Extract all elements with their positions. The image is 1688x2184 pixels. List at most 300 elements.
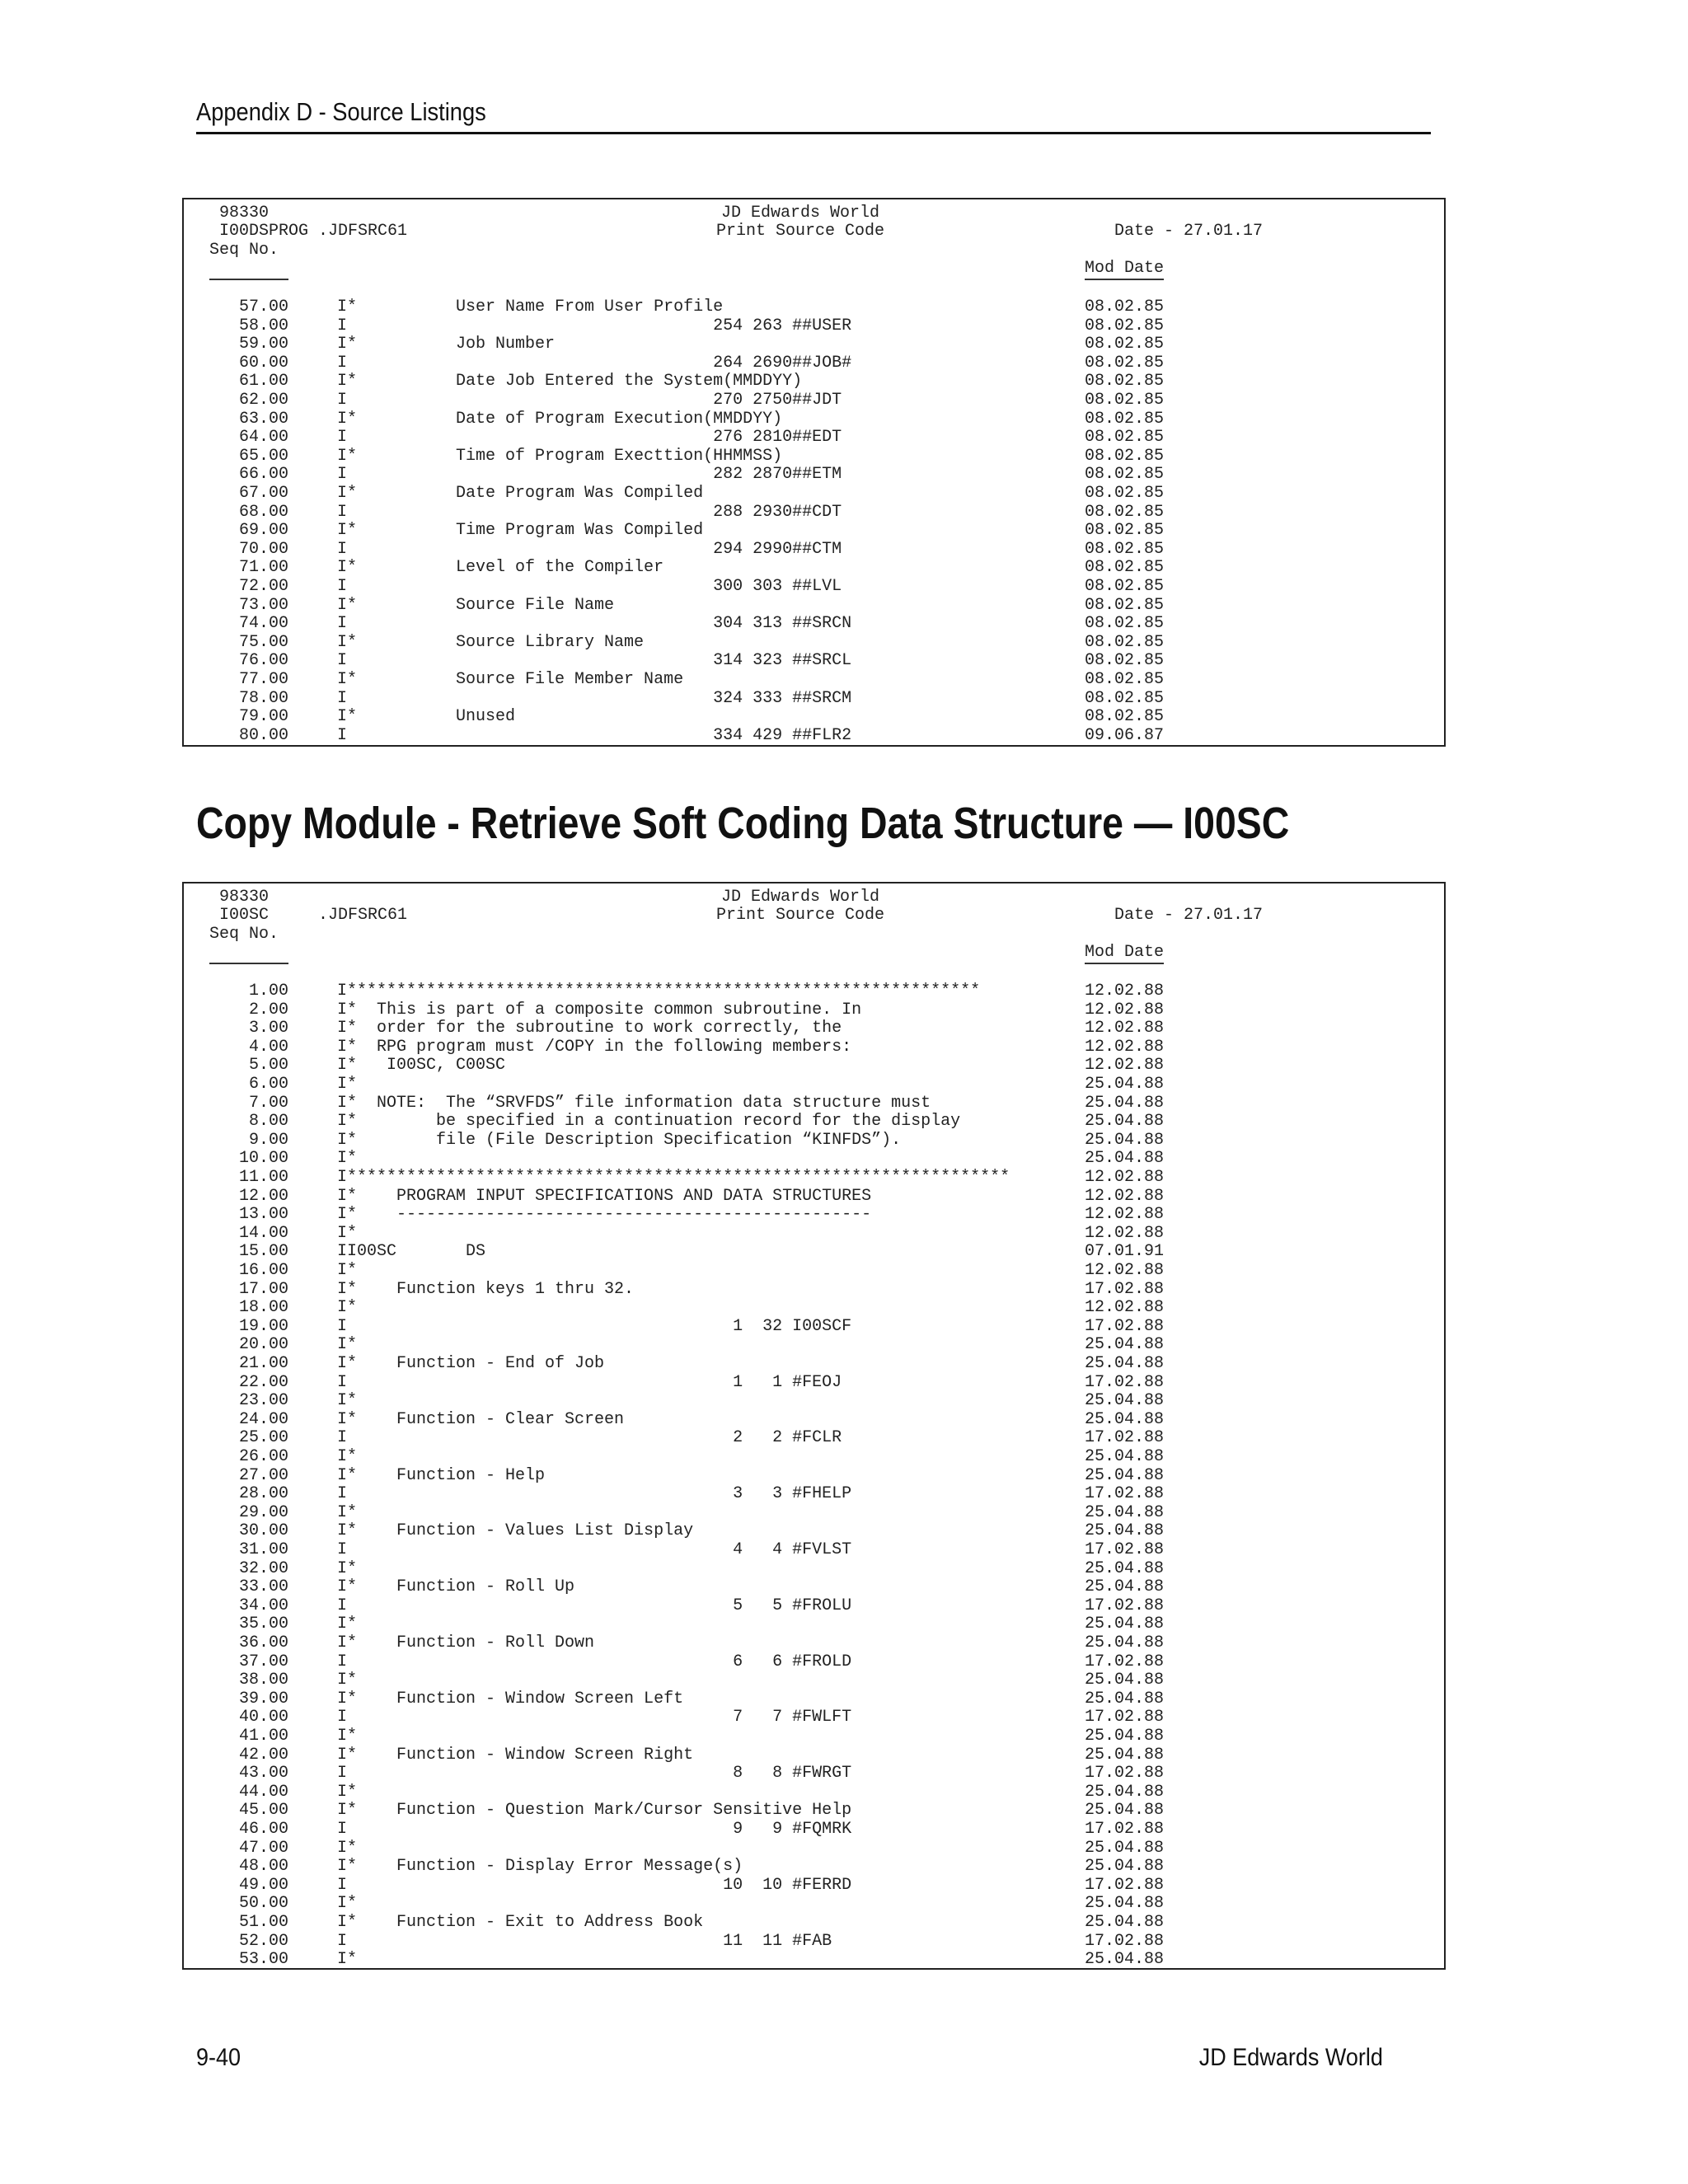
seq-number: 15.00 (238, 1242, 288, 1261)
source-code: I* (337, 1727, 358, 1746)
seq-number: 1.00 (248, 982, 288, 1001)
seq-number: 57.00 (238, 298, 288, 316)
seq-number: 49.00 (238, 1876, 288, 1895)
source-code: I* Function - Roll Up (337, 1577, 575, 1596)
seq-number: 76.00 (238, 651, 288, 670)
table-row (184, 1429, 1444, 1447)
seq-number: 21.00 (238, 1354, 288, 1373)
mod-date: 25.04.88 (1085, 1913, 1165, 1932)
seq-number: 73.00 (238, 596, 288, 615)
mod-date: 12.02.88 (1085, 1205, 1165, 1224)
table-row (184, 335, 1444, 354)
mod-date: 25.04.88 (1085, 1075, 1165, 1094)
table-row (184, 1671, 1444, 1690)
mod-date: 17.02.88 (1085, 1280, 1165, 1299)
source-code: I* file (File Description Specification “KINFDS”). (337, 1131, 902, 1150)
source-code: I 304 313 ##SRCN (337, 614, 852, 633)
seq-number: 5.00 (248, 1056, 288, 1075)
source-code: I 324 333 ##SRCM (337, 689, 852, 708)
source-code: I* (337, 1335, 358, 1354)
header-rule (196, 132, 1431, 134)
mod-date: 08.02.85 (1085, 410, 1165, 429)
seq-number: 13.00 (238, 1205, 288, 1224)
mod-date: 12.02.88 (1085, 1187, 1165, 1206)
mod-date: 08.02.85 (1085, 558, 1165, 577)
source-code: I* (337, 1075, 358, 1094)
source-code: I 254 263 ##USER (337, 316, 852, 335)
mod-date: 25.04.88 (1085, 1112, 1165, 1131)
table-row (184, 391, 1444, 410)
table-row (184, 522, 1444, 540)
mod-date: 17.02.88 (1085, 1428, 1165, 1447)
source-code: I* Level of the Compiler (337, 558, 664, 577)
seq-number: 6.00 (248, 1075, 288, 1094)
table-row (184, 1243, 1444, 1261)
mod-date: 08.02.85 (1085, 298, 1165, 316)
table-row (184, 1560, 1444, 1578)
mod-date: 17.02.88 (1085, 1317, 1165, 1336)
mod-date: 25.04.88 (1085, 1094, 1165, 1113)
table-row (184, 708, 1444, 726)
source-code: II00SC DS (337, 1242, 486, 1261)
table-row (184, 1933, 1444, 1951)
seq-number: 41.00 (238, 1727, 288, 1746)
seq-number: 79.00 (238, 707, 288, 726)
table-row (184, 1634, 1444, 1652)
mod-date: 25.04.88 (1085, 1447, 1165, 1466)
mod-date: 25.04.88 (1085, 1857, 1165, 1876)
seq-number: 3.00 (248, 1019, 288, 1038)
table-row (184, 1019, 1444, 1038)
source-code: I 288 2930##CDT (337, 503, 842, 522)
table-row (184, 1708, 1444, 1727)
mod-date: 17.02.88 (1085, 1876, 1165, 1895)
source-listing-2 (182, 882, 1446, 1970)
seq-number: 27.00 (238, 1466, 288, 1485)
table-row (184, 1914, 1444, 1932)
table-row (184, 1727, 1444, 1746)
seq-no-label: Seq No. (209, 925, 279, 944)
table-row (184, 1299, 1444, 1317)
source-code: I 300 303 ##LVL (337, 577, 842, 596)
mod-date: 08.02.85 (1085, 335, 1165, 354)
table-row (184, 317, 1444, 335)
table-row (184, 578, 1444, 596)
source-code: I* Job Number (337, 335, 556, 354)
table-row (184, 1485, 1444, 1503)
table-row (184, 1504, 1444, 1522)
source-code: I* RPG program must /COPY in the following members: (337, 1038, 852, 1057)
source-code: I 9 9 #FQMRK (337, 1820, 852, 1839)
seq-number: 65.00 (238, 447, 288, 466)
mod-date: 12.02.88 (1085, 1001, 1165, 1019)
source-listing-1 (182, 198, 1446, 747)
table-row (184, 354, 1444, 373)
seq-no-label: Seq No. (209, 241, 279, 260)
table-row (184, 410, 1444, 429)
mod-date: 08.02.85 (1085, 465, 1165, 484)
mod-date: 25.04.88 (1085, 1149, 1165, 1168)
table-row (184, 1281, 1444, 1299)
source-code: I* Function keys 1 thru 32. (337, 1280, 635, 1299)
mod-date: 08.02.85 (1085, 372, 1165, 391)
mod-date: 08.02.85 (1085, 428, 1165, 447)
seq-number: 25.00 (238, 1428, 288, 1447)
report-date: Date - 27.01.17 (1114, 906, 1264, 925)
seq-number: 46.00 (238, 1820, 288, 1839)
seq-number: 77.00 (238, 670, 288, 689)
source-code: I 10 10 #FERRD (337, 1876, 852, 1895)
mod-date: 17.02.88 (1085, 1652, 1165, 1671)
mod-date: 12.02.88 (1085, 1261, 1165, 1280)
source-code: I* Function - End of Job (337, 1354, 605, 1373)
table-row (184, 982, 1444, 1001)
seq-number: 40.00 (238, 1708, 288, 1727)
seq-number: 67.00 (238, 484, 288, 503)
seq-number: 2.00 (248, 1001, 288, 1019)
source-code: I 334 429 ##FLR2 (337, 726, 852, 745)
mod-date: 08.02.85 (1085, 651, 1165, 670)
seq-number: 48.00 (238, 1857, 288, 1876)
table-row (184, 448, 1444, 466)
table-row (184, 727, 1444, 745)
source-code: I* (337, 1391, 358, 1410)
table-row (184, 1597, 1444, 1615)
seq-number: 26.00 (238, 1447, 288, 1466)
mod-date: 25.04.88 (1085, 1354, 1165, 1373)
mod-date: 08.02.85 (1085, 447, 1165, 466)
mod-date: 17.02.88 (1085, 1540, 1165, 1559)
mod-date: 25.04.88 (1085, 1690, 1165, 1708)
source-code: I* This is part of a composite common subroutine. In (337, 1001, 862, 1019)
mod-date-underline (1085, 963, 1164, 964)
seq-number: 60.00 (238, 354, 288, 373)
source-code: I* Source File Member Name (337, 670, 684, 689)
mod-date: 08.02.85 (1085, 670, 1165, 689)
seq-number: 39.00 (238, 1690, 288, 1708)
source-code: I* Source Library Name (337, 633, 645, 652)
source-code: I* (337, 1783, 358, 1802)
mod-date: 08.02.85 (1085, 577, 1165, 596)
table-row (184, 1858, 1444, 1876)
source-code: I* (337, 1149, 358, 1168)
mod-date: 25.04.88 (1085, 1410, 1165, 1429)
mod-date: 12.02.88 (1085, 982, 1165, 1001)
mod-date: 08.02.85 (1085, 391, 1165, 410)
seq-number: 4.00 (248, 1038, 288, 1057)
table-row (184, 504, 1444, 522)
mod-date: 25.04.88 (1085, 1391, 1165, 1410)
seq-number: 17.00 (238, 1280, 288, 1299)
seq-number: 61.00 (238, 372, 288, 391)
mod-date: 08.02.85 (1085, 354, 1165, 373)
source-code: I* order for the subroutine to work correctly, the (337, 1019, 842, 1038)
table-row (184, 1038, 1444, 1057)
seq-number: 75.00 (238, 633, 288, 652)
seq-number: 45.00 (238, 1801, 288, 1820)
seq-number: 42.00 (238, 1746, 288, 1765)
mod-date: 12.02.88 (1085, 1168, 1165, 1187)
mod-date: 08.02.85 (1085, 540, 1165, 559)
source-code: I* (337, 1298, 358, 1317)
mod-date: 12.02.88 (1085, 1224, 1165, 1243)
source-code: I* Date Job Entered the System(MMDDYY) (337, 372, 803, 391)
seq-number: 35.00 (238, 1615, 288, 1633)
seq-number: 63.00 (238, 410, 288, 429)
table-row (184, 1615, 1444, 1633)
table-row (184, 1690, 1444, 1708)
table-row (184, 1541, 1444, 1559)
source-code: I 5 5 #FROLU (337, 1596, 852, 1615)
seq-number: 12.00 (238, 1187, 288, 1206)
source-code: I* NOTE: The “SRVFDS” file information data structure must (337, 1094, 931, 1113)
table-row (184, 1094, 1444, 1113)
mod-date: 25.04.88 (1085, 1839, 1165, 1858)
mod-date: 17.02.88 (1085, 1932, 1165, 1951)
table-row (184, 1653, 1444, 1671)
seq-number: 36.00 (238, 1633, 288, 1652)
mod-date: 17.02.88 (1085, 1764, 1165, 1783)
seq-number: 9.00 (248, 1131, 288, 1150)
source-code: I* Function - Help (337, 1466, 546, 1485)
program-name: I00SC .JDFSRC61 (219, 906, 408, 925)
seq-number: 14.00 (238, 1224, 288, 1243)
mod-date: 07.01.91 (1085, 1242, 1165, 1261)
mod-date: 17.02.88 (1085, 1596, 1165, 1615)
table-row (184, 634, 1444, 652)
mod-date: 25.04.88 (1085, 1894, 1165, 1913)
mod-date: 08.02.85 (1085, 596, 1165, 615)
table-row (184, 485, 1444, 503)
mod-date: 12.02.88 (1085, 1056, 1165, 1075)
seq-number: 68.00 (238, 503, 288, 522)
mod-date: 08.02.85 (1085, 316, 1165, 335)
table-row (184, 429, 1444, 447)
seq-number: 72.00 (238, 577, 288, 596)
table-row (184, 1206, 1444, 1224)
mod-date: 08.02.85 (1085, 633, 1165, 652)
seq-number: 43.00 (238, 1764, 288, 1783)
mod-date: 09.06.87 (1085, 726, 1165, 745)
source-code: I* User Name From User Profile (337, 298, 724, 316)
source-code: I* PROGRAM INPUT SPECIFICATIONS AND DATA STRUCTURES (337, 1187, 872, 1206)
mod-date: 25.04.88 (1085, 1503, 1165, 1522)
source-code: I* Function - Exit to Address Book (337, 1913, 704, 1932)
seq-number: 28.00 (238, 1484, 288, 1503)
mod-date: 12.02.88 (1085, 1038, 1165, 1057)
mod-date: 25.04.88 (1085, 1671, 1165, 1690)
mod-date: 17.02.88 (1085, 1708, 1165, 1727)
company-name: JD Edwards World (720, 204, 880, 223)
mod-date: 17.02.88 (1085, 1373, 1165, 1392)
seq-number: 62.00 (238, 391, 288, 410)
footer-page-number: 9-40 (196, 2044, 241, 2071)
source-code: I* Date Program Was Compiled (337, 484, 704, 503)
table-row (184, 671, 1444, 689)
mod-date: 08.02.85 (1085, 689, 1165, 708)
source-code: I* Function - Values List Display (337, 1521, 694, 1540)
table-row (184, 1392, 1444, 1410)
table-row (184, 1169, 1444, 1187)
seq-number: 64.00 (238, 428, 288, 447)
source-code: I 3 3 #FHELP (337, 1484, 852, 1503)
source-code: I 264 2690##JOB# (337, 354, 852, 373)
source-code: I* Function - Roll Down (337, 1633, 595, 1652)
table-row (184, 1132, 1444, 1150)
mod-date-label: Mod Date (1085, 259, 1165, 278)
source-code: I 4 4 #FVLST (337, 1540, 852, 1559)
report-date: Date - 27.01.17 (1114, 222, 1264, 241)
table-row (184, 1411, 1444, 1429)
mod-date: 25.04.88 (1085, 1131, 1165, 1150)
table-row (184, 1746, 1444, 1765)
source-code: I* Function - Question Mark/Cursor Sensitive Help (337, 1801, 852, 1820)
source-code: I 1 32 I00SCF (337, 1317, 852, 1336)
table-row (184, 1188, 1444, 1206)
seq-number: 31.00 (238, 1540, 288, 1559)
source-code: I 276 2810##EDT (337, 428, 842, 447)
seq-number: 18.00 (238, 1298, 288, 1317)
source-code: I* (337, 1894, 358, 1913)
source-code: I 7 7 #FWLFT (337, 1708, 852, 1727)
table-row (184, 1318, 1444, 1336)
table-row (184, 597, 1444, 615)
seq-number: 52.00 (238, 1932, 288, 1951)
seq-number: 58.00 (238, 316, 288, 335)
table-row (184, 1578, 1444, 1596)
table-row (184, 1783, 1444, 1802)
mod-date: 25.04.88 (1085, 1335, 1165, 1354)
table-row (184, 1225, 1444, 1243)
seq-number: 32.00 (238, 1559, 288, 1578)
table-row (184, 298, 1444, 316)
mod-date: 25.04.88 (1085, 1801, 1165, 1820)
table-row (184, 690, 1444, 708)
source-code: I**************************************************************** (337, 982, 981, 1001)
source-code: I 8 8 #FWRGT (337, 1764, 852, 1783)
mod-date: 25.04.88 (1085, 1466, 1165, 1485)
mod-date-underline (1085, 279, 1164, 280)
mod-date: 25.04.88 (1085, 1615, 1165, 1633)
source-code: I* Unused (337, 707, 516, 726)
source-code: I 6 6 #FROLD (337, 1652, 852, 1671)
seq-number: 74.00 (238, 614, 288, 633)
table-row (184, 559, 1444, 577)
source-code: I* (337, 1615, 358, 1633)
table-row (184, 1001, 1444, 1019)
mod-date: 08.02.85 (1085, 484, 1165, 503)
mod-date: 25.04.88 (1085, 1746, 1165, 1765)
source-code: I* Function - Clear Screen (337, 1410, 625, 1429)
table-row (184, 1467, 1444, 1485)
seq-number: 19.00 (238, 1317, 288, 1336)
mod-date: 12.02.88 (1085, 1019, 1165, 1038)
section-heading: Copy Module - Retrieve Soft Coding Data Structure — I00SC (196, 799, 1290, 848)
table-row (184, 1150, 1444, 1168)
seq-underline (209, 279, 288, 280)
mod-date: 25.04.88 (1085, 1559, 1165, 1578)
seq-number: 10.00 (238, 1149, 288, 1168)
table-row (184, 615, 1444, 633)
table-row (184, 1262, 1444, 1280)
source-code: I* (337, 1503, 358, 1522)
table-row (184, 1374, 1444, 1392)
source-code: I* Function - Window Screen Right (337, 1746, 694, 1765)
seq-number: 29.00 (238, 1503, 288, 1522)
table-row (184, 1448, 1444, 1466)
report-id: 98330 (219, 204, 270, 223)
source-code: I******************************************************************* (337, 1168, 1010, 1187)
seq-number: 51.00 (238, 1913, 288, 1932)
table-row (184, 466, 1444, 484)
mod-date: 08.02.85 (1085, 707, 1165, 726)
source-code: I 282 2870##ETM (337, 465, 842, 484)
source-code: I 270 2750##JDT (337, 391, 842, 410)
table-row (184, 1355, 1444, 1373)
mod-date-label: Mod Date (1085, 943, 1165, 962)
seq-number: 33.00 (238, 1577, 288, 1596)
table-row (184, 1522, 1444, 1540)
mod-date: 25.04.88 (1085, 1783, 1165, 1802)
source-code: I* (337, 1671, 358, 1690)
mod-date: 25.04.88 (1085, 1633, 1165, 1652)
seq-number: 59.00 (238, 335, 288, 354)
seq-number: 11.00 (238, 1168, 288, 1187)
seq-number: 38.00 (238, 1671, 288, 1690)
seq-number: 16.00 (238, 1261, 288, 1280)
report-id: 98330 (219, 888, 270, 907)
source-code: I* (337, 1559, 358, 1578)
source-code: I* (337, 1261, 358, 1280)
source-code: I* Date of Program Execution(MMDDYY) (337, 410, 783, 429)
seq-number: 78.00 (238, 689, 288, 708)
source-code: I* (337, 1224, 358, 1243)
table-row (184, 1802, 1444, 1820)
mod-date: 08.02.85 (1085, 503, 1165, 522)
table-row (184, 1840, 1444, 1858)
source-code: I* ------------------------------------------------ (337, 1205, 872, 1224)
source-code: I* Function - Display Error Message(s) (337, 1857, 743, 1876)
source-code: I* Time of Program Execttion(HHMMSS) (337, 447, 783, 466)
table-row (184, 1821, 1444, 1839)
mod-date: 25.04.88 (1085, 1950, 1165, 1969)
report-title: Print Source Code (715, 222, 885, 241)
mod-date: 25.04.88 (1085, 1727, 1165, 1746)
table-row (184, 373, 1444, 391)
source-code: I* Source File Name (337, 596, 615, 615)
table-row (184, 541, 1444, 559)
company-name: JD Edwards World (720, 888, 880, 907)
mod-date: 08.02.85 (1085, 614, 1165, 633)
seq-number: 30.00 (238, 1521, 288, 1540)
seq-number: 20.00 (238, 1335, 288, 1354)
seq-number: 80.00 (238, 726, 288, 745)
seq-number: 37.00 (238, 1652, 288, 1671)
seq-number: 44.00 (238, 1783, 288, 1802)
table-row (184, 1076, 1444, 1094)
table-row (184, 1895, 1444, 1913)
table-row (184, 1057, 1444, 1075)
seq-number: 8.00 (248, 1112, 288, 1131)
table-row (184, 1765, 1444, 1783)
page-header-title: Appendix D - Source Listings (196, 97, 486, 126)
mod-date: 25.04.88 (1085, 1577, 1165, 1596)
seq-number: 7.00 (248, 1094, 288, 1113)
seq-number: 24.00 (238, 1410, 288, 1429)
seq-number: 22.00 (238, 1373, 288, 1392)
seq-number: 47.00 (238, 1839, 288, 1858)
program-name: I00DSPROG .JDFSRC61 (219, 222, 408, 241)
